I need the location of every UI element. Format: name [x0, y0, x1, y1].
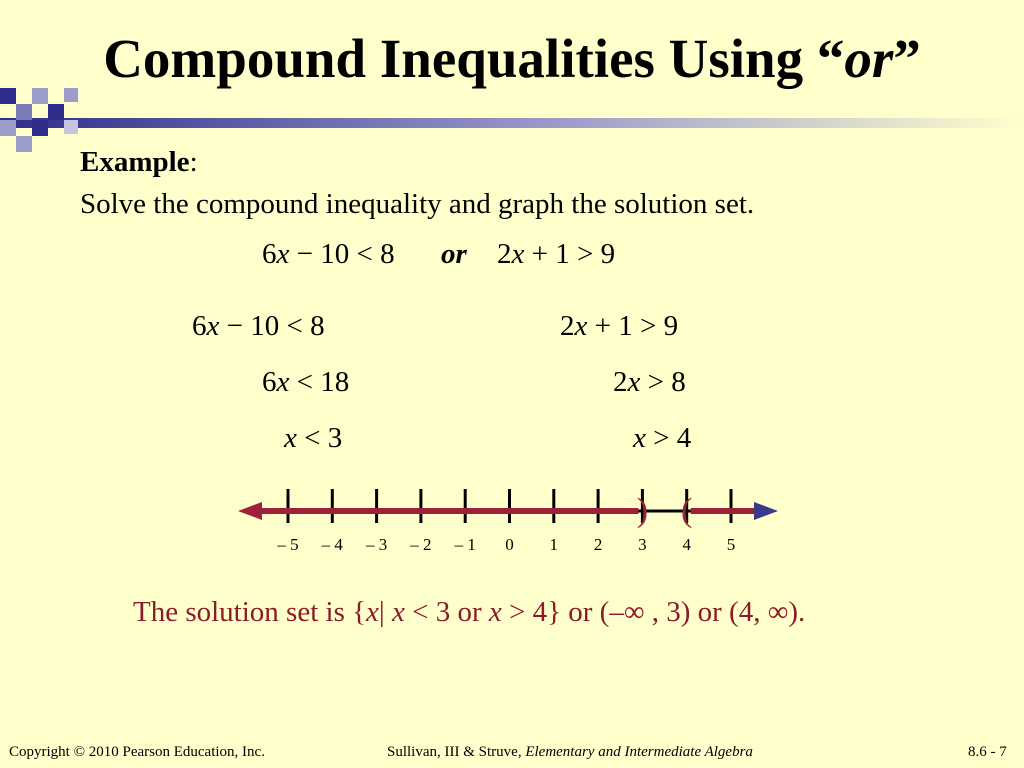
open-paren-right: (: [681, 492, 693, 529]
tick-label: – 1: [454, 535, 476, 554]
tick-label: 3: [638, 535, 647, 554]
example-heading: Example:: [80, 146, 198, 178]
solution-text: The solution set is {x| x < 3 or x > 4} or (–∞ , 3) or (4, ∞).: [133, 596, 806, 628]
tick-label: 1: [549, 535, 559, 554]
slide-title: Compound Inequalities Using “or”: [103, 28, 921, 89]
problem-connector: or: [441, 238, 467, 270]
tick-label: – 4: [321, 535, 343, 554]
tick-label: 0: [505, 535, 514, 554]
title-emphasis: or: [844, 28, 894, 89]
open-paren-left: ): [636, 492, 649, 529]
step-right-1: 2x + 1 > 9: [560, 310, 679, 342]
tick-label: 2: [593, 535, 603, 554]
tick-label: – 3: [365, 535, 388, 554]
tick-label: – 2: [410, 535, 432, 554]
instruction-text: Solve the compound inequality and graph the solution set.: [80, 188, 755, 220]
step-right-3: x > 4: [633, 422, 692, 454]
footer-slide-number: 8.6 - 7: [968, 744, 1007, 760]
step-right-2: 2x > 8: [613, 366, 686, 398]
step-left-3: x < 3: [284, 422, 343, 454]
footer-citation: Sullivan, III & Struve, Elementary and Intermediate Algebra: [387, 744, 753, 760]
tick-label: 5: [726, 535, 736, 554]
problem-right: 2x + 1 > 9: [497, 238, 616, 270]
step-left-1: 6x − 10 < 8: [192, 310, 325, 342]
arrow-right-icon: [754, 502, 778, 520]
arrow-left-icon: [238, 502, 262, 520]
problem-left: 6x − 10 < 8: [262, 238, 395, 270]
tick-label: – 5: [277, 535, 299, 554]
step-left-2: 6x < 18: [262, 366, 350, 398]
tick-label: 4: [682, 535, 691, 554]
footer-copyright: Copyright © 2010 Pearson Education, Inc.: [9, 744, 265, 760]
